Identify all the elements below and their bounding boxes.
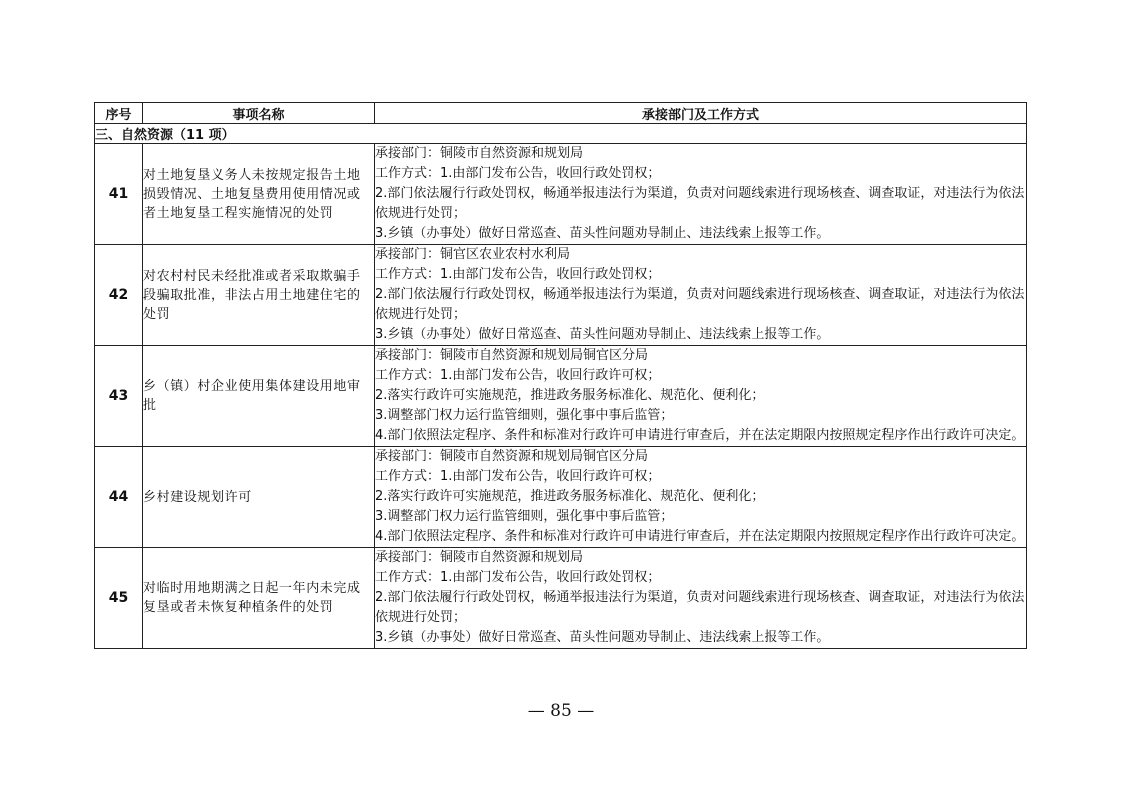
text-line: 3.调整部门权力运行监管细则，强化事中事后监管； <box>375 509 674 524</box>
header-serial: 序号 <box>95 103 143 124</box>
department-and-method <box>375 346 1027 447</box>
page-number: — 85 — <box>527 701 595 721</box>
text-line: 工作方式：1.由部门发布公告，收回行政处罚权； <box>375 570 661 585</box>
header-item-name: 事项名称 <box>143 103 375 124</box>
text-line: 工作方式：1.由部门发布公告，收回行政许可权； <box>375 469 661 484</box>
department-and-method <box>375 245 1027 346</box>
department-and-method <box>375 548 1027 649</box>
table-row <box>95 245 1027 346</box>
item-name: 对农村村民未经批准或者采取欺骗手段骗取批准，非法占用土地建住宅的处罚 <box>143 245 375 346</box>
table-row <box>95 447 1027 548</box>
row-number: 43 <box>95 346 143 447</box>
row-number: 45 <box>95 548 143 649</box>
table-header-row <box>95 103 1027 124</box>
text-line: 4.部门依照法定程序、条件和标准对行政许可申请进行审查后，并在法定期限内按照规定程序作出行政许可决定。 <box>375 428 1025 443</box>
row-number: 41 <box>95 144 143 245</box>
row-number: 42 <box>95 245 143 346</box>
text-line: 工作方式：1.由部门发布公告，收回行政处罚权； <box>375 267 661 282</box>
text-line: 承接部门：铜陵市自然资源和规划局铜官区分局 <box>375 449 649 464</box>
table-row <box>95 144 1027 245</box>
text-line: 3.乡镇（办事处）做好日常巡查、苗头性问题劝导制止、违法线索上报等工作。 <box>375 327 830 342</box>
item-name: 乡（镇）村企业使用集体建设用地审批 <box>143 346 375 447</box>
text-line: 2.部门依法履行行政处罚权，畅通举报违法行为渠道，负责对问题线索进行现场核查、调查取证，对违法行为依法依规进行处罚； <box>375 287 1025 322</box>
text-line: 3.乡镇（办事处）做好日常巡查、苗头性问题劝导制止、违法线索上报等工作。 <box>375 630 830 645</box>
item-name: 对临时用地期满之日起一年内未完成复垦或者未恢复种植条件的处罚 <box>143 548 375 649</box>
item-name: 对土地复垦义务人未按规定报告土地损毁情况、土地复垦费用使用情况或者土地复垦工程实施情况的处罚 <box>143 144 375 245</box>
text-line: 承接部门：铜陵市自然资源和规划局 <box>375 550 584 565</box>
text-line: 工作方式：1.由部门发布公告，收回行政许可权； <box>375 368 661 383</box>
text-line: 承接部门：铜陵市自然资源和规划局铜官区分局 <box>375 348 649 363</box>
department-and-method <box>375 144 1027 245</box>
table-row <box>95 346 1027 447</box>
text-line: 2.落实行政许可实施规范，推进政务服务标准化、规范化、便利化； <box>375 489 765 504</box>
text-line: 2.部门依法履行行政处罚权，畅通举报违法行为渠道，负责对问题线索进行现场核查、调查取证，对违法行为依法依规进行处罚； <box>375 186 1025 221</box>
text-line: 3.乡镇（办事处）做好日常巡查、苗头性问题劝导制止、违法线索上报等工作。 <box>375 226 830 241</box>
header-department-and-method: 承接部门及工作方式 <box>375 103 1027 124</box>
section-row <box>95 124 1027 144</box>
row-number: 44 <box>95 447 143 548</box>
text-line: 承接部门：铜陵市自然资源和规划局 <box>375 146 584 161</box>
table-row <box>95 548 1027 649</box>
matters-table <box>94 102 1027 649</box>
text-line: 2.部门依法履行行政处罚权，畅通举报违法行为渠道，负责对问题线索进行现场核查、调查取证，对违法行为依法依规进行处罚； <box>375 590 1025 625</box>
text-line: 工作方式：1.由部门发布公告，收回行政处罚权； <box>375 166 661 181</box>
department-and-method <box>375 447 1027 548</box>
item-name: 乡村建设规划许可 <box>143 447 375 548</box>
text-line: 4.部门依照法定程序、条件和标准对行政许可申请进行审查后，并在法定期限内按照规定程序作出行政许可决定。 <box>375 529 1025 544</box>
text-line: 2.落实行政许可实施规范，推进政务服务标准化、规范化、便利化； <box>375 388 765 403</box>
section-title: 三、自然资源（11 项） <box>95 124 1027 144</box>
text-line: 承接部门：铜官区农业农村水利局 <box>375 247 571 262</box>
text-line: 3.调整部门权力运行监管细则，强化事中事后监管； <box>375 408 674 423</box>
